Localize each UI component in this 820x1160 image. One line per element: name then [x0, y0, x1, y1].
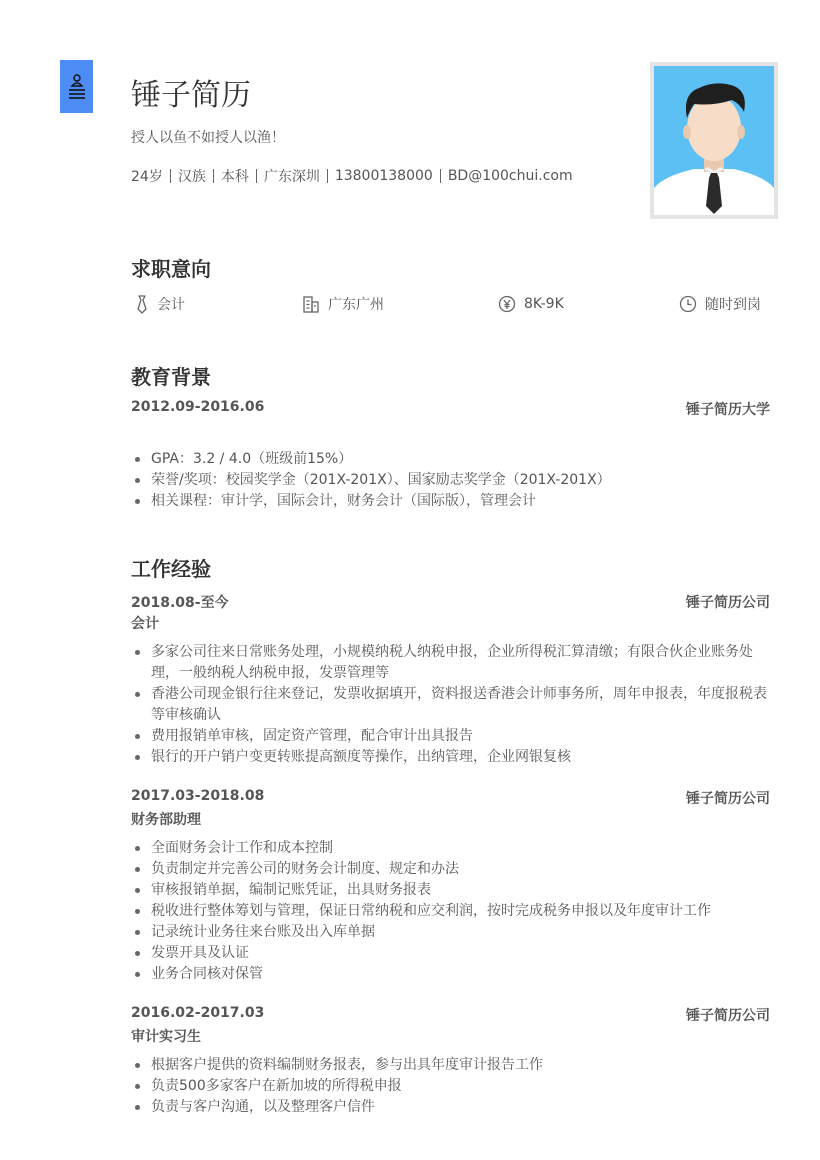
job-company: 锤子简历公司 — [686, 791, 770, 807]
education-list — [131, 449, 771, 512]
job-header — [131, 592, 770, 612]
list-item: 记录统计业务往来台账及出入库单据 — [131, 922, 771, 943]
list-item: 荣誉/奖项：校园奖学金（201X-201X）、国家励志奖学金（201X-201X） — [131, 470, 771, 491]
list-item: 全面财务会计工作和成本控制 — [131, 838, 771, 859]
info-phone: 13800138000 — [334, 168, 433, 184]
job-duties-list — [131, 642, 771, 768]
list-item: 费用报销单审核，固定资产管理，配合审计出具报告 — [131, 726, 771, 747]
intent-city — [302, 292, 384, 316]
list-item: 负责制定并完善公司的财务会计制度、规定和办法 — [131, 859, 771, 880]
header-badge — [60, 60, 93, 113]
tie-icon — [135, 294, 149, 314]
list-item: 发票开具及认证 — [131, 943, 771, 964]
list-item: 负责与客户沟通，以及整理客户信件 — [131, 1097, 771, 1118]
job-role: 财务部助理 — [131, 812, 201, 828]
info-email: BD@100chui.com — [447, 168, 573, 184]
resume-name: 锤子简历 — [131, 78, 251, 113]
list-item: 负责500多家客户在新加坡的所得税申报 — [131, 1076, 771, 1097]
list-item: GPA：3.2 / 4.0（班级前15%） — [131, 449, 771, 470]
job-header — [131, 788, 770, 808]
job-role: 会计 — [131, 616, 159, 632]
info-divider — [440, 169, 441, 183]
job-duties-list — [131, 838, 771, 985]
intent-availability-text: 随时到岗 — [705, 297, 761, 313]
list-item: 税收进行整体筹划与管理，保证日常纳税和应交利润，按时完成税务申报以及年度审计工作 — [131, 901, 771, 922]
list-item: 根据客户提供的资料编制财务报表，参与出具年度审计报告工作 — [131, 1055, 771, 1076]
building-icon — [302, 295, 320, 313]
list-item: 多家公司往来日常账务处理，小规模纳税人纳税申报，企业所得税汇算清缴；有限合伙企业账务处理，一般纳税人纳税申报，发票管理等 — [131, 642, 771, 684]
info-divider — [170, 169, 171, 183]
list-item: 相关课程：审计学，国际会计，财务会计（国际版），管理会计 — [131, 491, 771, 512]
job-role: 审计实习生 — [131, 1029, 201, 1045]
avatar-illustration — [654, 66, 774, 215]
intent-salary — [498, 292, 564, 316]
job-period: 2018.08-至今 — [131, 595, 229, 611]
yen-icon — [498, 295, 516, 313]
info-divider — [256, 169, 257, 183]
info-divider — [327, 169, 328, 183]
user-icon — [68, 74, 86, 100]
job-period: 2017.03-2018.08 — [131, 788, 265, 804]
info-ethnicity: 汉族 — [177, 169, 206, 185]
job-company: 锤子简历公司 — [686, 595, 770, 611]
personal-info — [131, 166, 573, 186]
intent-salary-text: 8K-9K — [524, 296, 564, 312]
education-header — [131, 399, 770, 419]
intent-availability — [679, 292, 761, 316]
job-intent-row — [131, 292, 771, 316]
info-age: 24岁 — [131, 169, 163, 185]
job-duties-list — [131, 1055, 771, 1118]
list-item: 香港公司现金银行往来登记，发票收据填开，资料报送香港会计师事务所，周年申报表，年度报税表等审核确认 — [131, 684, 771, 726]
work-section-title: 工作经验 — [131, 557, 211, 581]
info-divider — [213, 169, 214, 183]
info-degree: 本科 — [220, 169, 249, 185]
job-company: 锤子简历公司 — [686, 1008, 770, 1024]
clock-icon — [679, 295, 697, 313]
info-location: 广东深圳 — [263, 169, 320, 185]
list-item: 业务合同核对保管 — [131, 964, 771, 985]
resume-motto: 授人以鱼不如授人以渔！ — [131, 130, 285, 146]
profile-photo — [650, 62, 778, 219]
intent-section-title: 求职意向 — [131, 257, 211, 281]
intent-position — [135, 292, 185, 316]
education-school: 锤子简历大学 — [686, 402, 770, 418]
job-period: 2016.02-2017.03 — [131, 1005, 265, 1021]
intent-position-text: 会计 — [157, 297, 185, 313]
job-header — [131, 1005, 770, 1025]
education-section-title: 教育背景 — [131, 365, 211, 389]
intent-city-text: 广东广州 — [328, 297, 384, 313]
list-item: 审核报销单据，编制记账凭证，出具财务报表 — [131, 880, 771, 901]
education-period: 2012.09-2016.06 — [131, 399, 265, 415]
list-item: 银行的开户销户变更转账提高额度等操作，出纳管理，企业网银复核 — [131, 747, 771, 768]
